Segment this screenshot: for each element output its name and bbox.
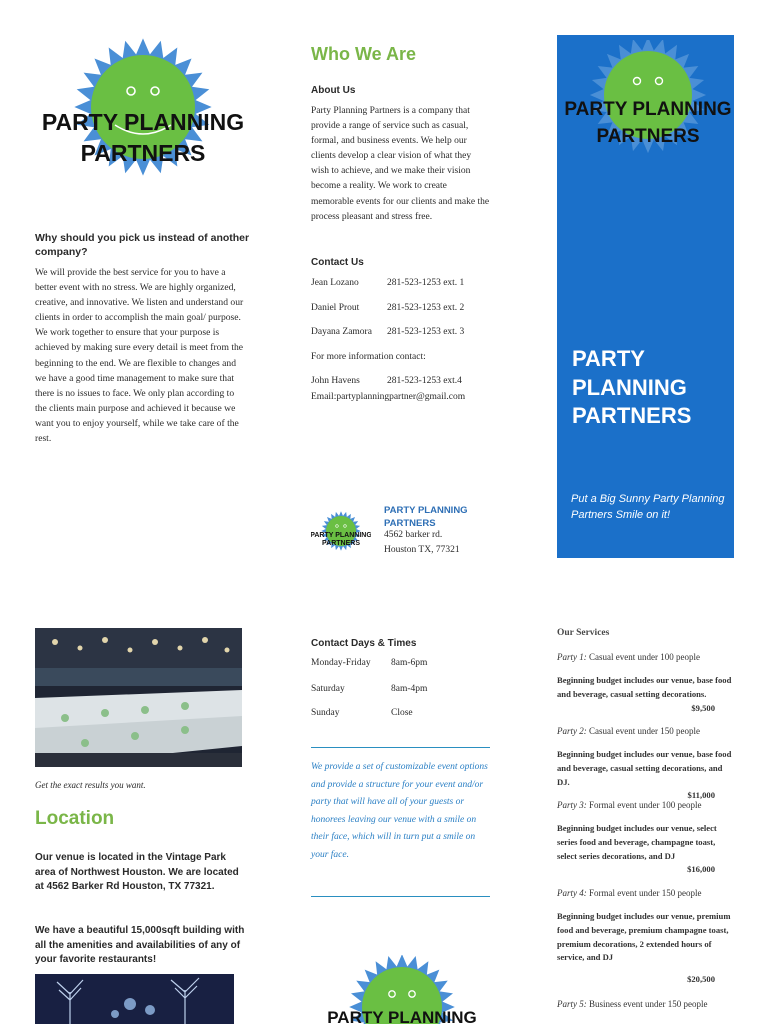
svg-text:PARTY PLANNING: PARTY PLANNING — [327, 1008, 477, 1024]
hours-day: Monday-Friday — [311, 658, 371, 668]
contact-row — [311, 303, 491, 313]
service-party-3: Party 3: Formal event under 100 people — [557, 800, 702, 810]
service-price: $16,000 — [687, 864, 715, 875]
hours-time: 8am-6pm — [391, 658, 428, 668]
cover-title: PARTY PLANNING PARTNERS — [572, 346, 692, 428]
service-party-2: Party 2: Casual event under 150 people — [557, 726, 700, 736]
contact-name: Dayana Zamora — [311, 327, 372, 337]
logo-text-line2: PARTNERS — [80, 140, 206, 166]
hours-row — [311, 708, 491, 718]
contact-phone: 281-523-1253 ext. 3 — [387, 327, 465, 337]
service-budget-1: Beginning budget includes our venue, base food and beverage, casual setting decorations. $9,500 — [557, 674, 737, 715]
venue-photo — [35, 628, 242, 767]
logo-small — [311, 510, 371, 554]
contact-name: John Havens — [311, 376, 360, 386]
contact-days-heading: Contact Days & Times — [311, 638, 417, 649]
service-party-5: Party 5: Business event under 150 people — [557, 999, 708, 1009]
service-price: $11,000 — [687, 790, 715, 801]
about-us-heading: About Us — [311, 85, 356, 96]
service-budget-4: Beginning budget includes our venue, premium food and beverage, premium champagne toast, premium decorations, 2 extended hours of service, and DJ $20,500 — [557, 910, 737, 987]
location-paragraph-2: We have a beautiful 15,000sqft building with all the amenities and availabilities of any of your favorite restaurants! — [35, 925, 245, 965]
service-party-4: Party 4: Formal event under 150 people — [557, 888, 702, 898]
more-info-text: For more information contact: — [311, 352, 426, 362]
contact-phone: 281-523-1253 ext. 1 — [387, 278, 465, 288]
service-budget-3: Beginning budget includes our venue, select series food and beverage, champagne toast, select series decorations, and DJ $16,000 — [557, 822, 737, 877]
contact-name: Jean Lozano — [311, 278, 359, 288]
sun-logo-icon — [562, 40, 734, 160]
sun-logo-icon — [38, 35, 248, 185]
contact-row — [311, 376, 491, 386]
contact-row — [311, 278, 491, 288]
sun-logo-icon — [326, 955, 478, 1024]
contact-phone: 281-523-1253 ext. 2 — [387, 303, 465, 313]
provide-quote: We provide a set of customizable event options and provide a structure for your event and/or party that will have all of your guests or honorees leaving our venue with a smile on their face, which will in turn put a smile on your face. — [311, 762, 488, 860]
service-price: $20,500 — [687, 974, 715, 985]
logo-bottom — [326, 955, 478, 1024]
hours-time: 8am-4pm — [391, 684, 428, 694]
svg-text:PARTY PLANNING: PARTY PLANNING — [564, 99, 732, 120]
address-city: Houston TX, 77321 — [384, 545, 460, 555]
hours-time: Close — [391, 708, 413, 718]
location-title: Location — [35, 808, 115, 829]
svg-text:PARTNERS: PARTNERS — [596, 126, 700, 147]
contact-row — [311, 327, 491, 337]
service-price: $9,500 — [691, 702, 715, 713]
logo-main — [38, 35, 248, 185]
event-photo — [35, 974, 234, 1024]
sun-logo-icon — [311, 510, 371, 554]
location-paragraph-1: Our venue is located in the Vintage Park area of Northwest Houston. We are located at 4562 Barker Rd Houston, TX 77321. — [35, 852, 239, 892]
contact-phone: 281-523-1253 ext.4 — [387, 376, 462, 386]
why-heading: Why should you pick us instead of another company? — [35, 232, 250, 258]
svg-text:PARTNERS: PARTNERS — [322, 540, 360, 547]
photo-caption: Get the exact results you want. — [35, 780, 146, 790]
divider-bottom — [311, 896, 490, 897]
address-street: 4562 barker rd. — [384, 530, 443, 540]
hours-row — [311, 658, 491, 668]
contact-us-heading: Contact Us — [311, 257, 364, 268]
who-we-are-title: Who We Are — [311, 44, 417, 64]
contact-name: Daniel Prout — [311, 303, 360, 313]
about-us-body: Party Planning Partners is a company that provide a range of service such as casual, formal, and business events. We help our clients develop a clear vision of what they wish to achieve, and we make their vision become a reality. We work to create memorable events for our clients and make the process pleasant and stress free. — [311, 106, 490, 222]
service-budget-2: Beginning budget includes our venue, base food and beverage, casual setting decorations, and DJ. $11,000 — [557, 748, 737, 803]
cover-tagline: Put a Big Sunny Party Planning Partners Smile on it! — [571, 493, 725, 521]
hours-row — [311, 684, 491, 694]
logo-text-line1: PARTY PLANNING — [41, 109, 245, 135]
address-company-name: PARTY PLANNING PARTNERS — [384, 505, 468, 529]
hours-day: Sunday — [311, 708, 340, 718]
svg-text:PARTY PLANNING: PARTY PLANNING — [311, 532, 371, 539]
hours-day: Saturday — [311, 684, 345, 694]
services-heading: Our Services — [557, 628, 610, 638]
service-party-1: Party 1: Casual event under 100 people — [557, 652, 700, 662]
email-link[interactable]: Email:partyplanningpartner@gmail.com — [311, 392, 466, 402]
why-body: We will provide the best service for you to have a better event with no stress. We are highly organized, creative, and innovative. We listen and understand our clients in order to accomplish the main goal/ purpose. We work together to ensure that your purpose is achieved by making sure every detail is meet from the beginning to the end. We are flexible to changes and we have a good time management to make sure that there is no issues to face. We only plan according to the clients main purpose and achieved it because we want you to enjoy yourself, while we take care of the rest. — [35, 267, 244, 445]
divider-top — [311, 747, 490, 748]
logo-panel — [562, 40, 734, 160]
